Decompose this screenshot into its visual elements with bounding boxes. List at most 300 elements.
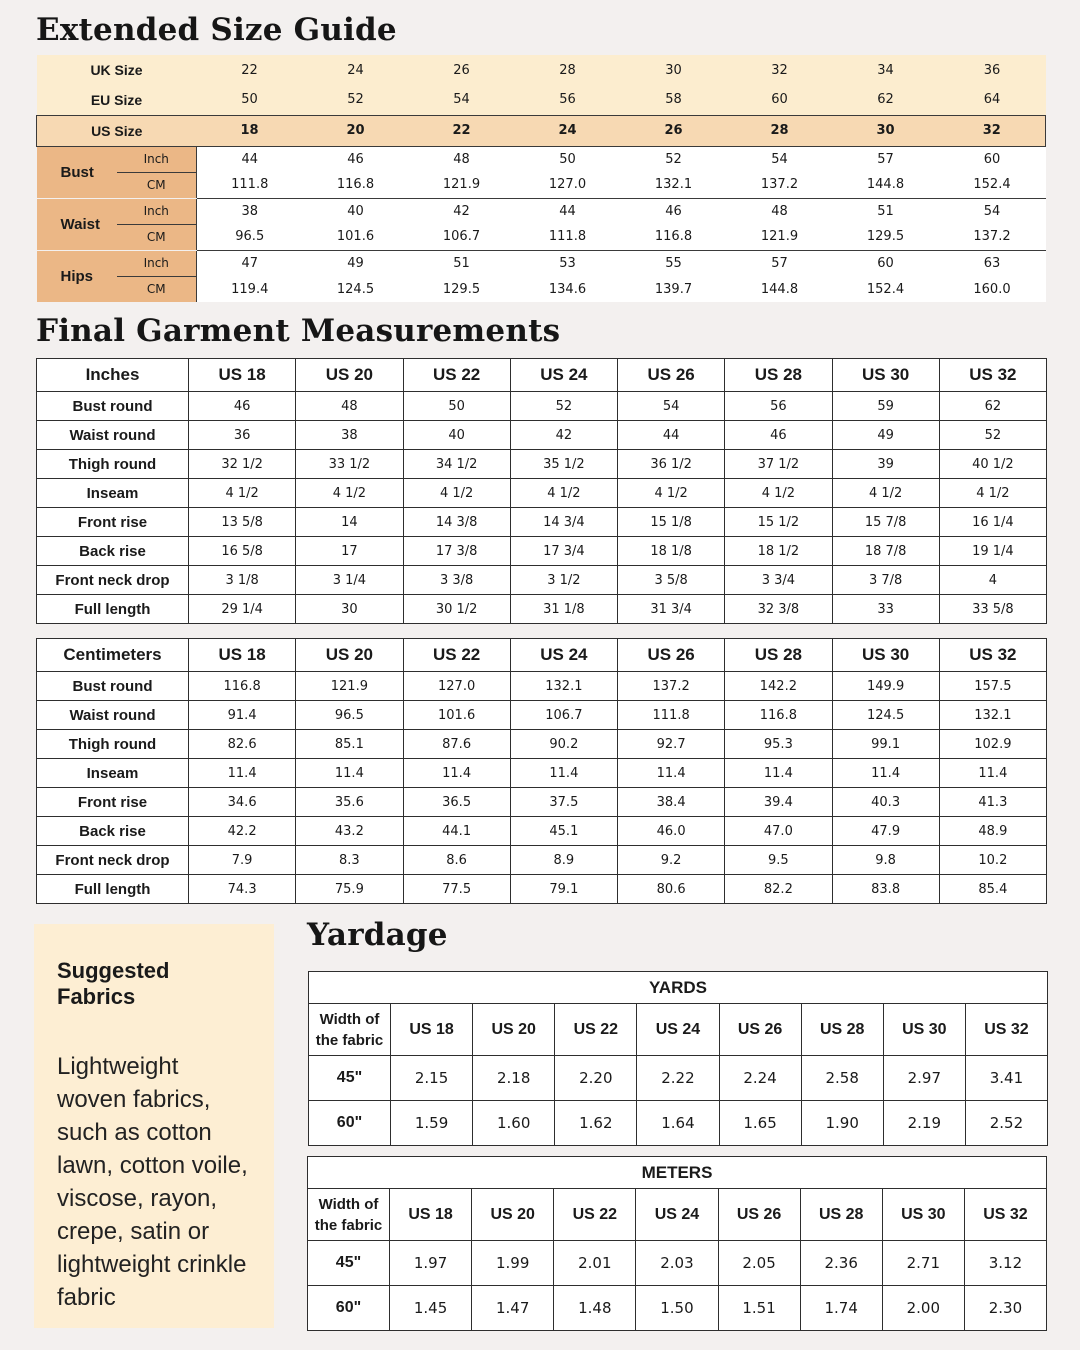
waist-inch-value: 51 — [833, 198, 939, 224]
waist-inch-value: 42 — [409, 198, 515, 224]
table-cell: 37 1/2 — [725, 450, 832, 479]
us-size-row — [37, 115, 1046, 146]
size-column-header: US 18 — [390, 1189, 472, 1241]
table-cell: 11.4 — [618, 759, 725, 788]
table-cell: 18 7/8 — [832, 537, 939, 566]
table-cell: 132.1 — [939, 701, 1046, 730]
table-cell: 1.62 — [555, 1101, 637, 1146]
row-label: Back rise — [37, 537, 189, 566]
us-size-value: 20 — [303, 115, 409, 146]
size-column-header: US 32 — [965, 1004, 1047, 1056]
table-cell: 92.7 — [618, 730, 725, 759]
table-cell: 3 1/8 — [189, 566, 296, 595]
table-cell: 29 1/4 — [189, 595, 296, 624]
table-cell: 2.03 — [636, 1241, 718, 1286]
bust-inch-value: 48 — [409, 146, 515, 172]
table-cell: 34 1/2 — [403, 450, 510, 479]
size-column-header: US 18 — [189, 359, 296, 392]
table-cell: 74.3 — [189, 875, 296, 904]
table-cell: 36 — [189, 421, 296, 450]
size-column-header: US 30 — [832, 359, 939, 392]
row-label: Bust round — [37, 392, 189, 421]
yardage-title: Yardage — [307, 917, 448, 953]
caption-row — [308, 1157, 1047, 1189]
table-cell: 15 1/8 — [618, 508, 725, 537]
bust-inch-value: 44 — [197, 146, 303, 172]
table-cell: 3 5/8 — [618, 566, 725, 595]
table-cell: 11.4 — [510, 759, 617, 788]
hips-cm-value: 160.0 — [939, 276, 1046, 302]
size-column-header: US 32 — [964, 1189, 1046, 1241]
hips-inch-value: 60 — [833, 250, 939, 276]
eu-size-value: 60 — [727, 85, 833, 115]
waist-inch-row — [37, 198, 1046, 224]
size-column-header: US 30 — [883, 1004, 965, 1056]
row-label: Front rise — [37, 788, 189, 817]
waist-inch-value: 46 — [621, 198, 727, 224]
table-row — [37, 672, 1047, 701]
bust-cm-value: 121.9 — [409, 172, 515, 198]
table-cell: 14 — [296, 508, 403, 537]
bust-inch-value: 46 — [303, 146, 409, 172]
table-cell: 80.6 — [618, 875, 725, 904]
table-cell: 2.19 — [883, 1101, 965, 1146]
table-cell: 1.64 — [637, 1101, 719, 1146]
table-cell: 33 — [832, 595, 939, 624]
table-cell: 2.24 — [719, 1056, 801, 1101]
table-cell: 40.3 — [832, 788, 939, 817]
header-row — [37, 359, 1047, 392]
table-cell: 42.2 — [189, 817, 296, 846]
table-cell: 4 1/2 — [403, 479, 510, 508]
table-cell: 79.1 — [510, 875, 617, 904]
size-column-header: US 26 — [718, 1189, 800, 1241]
row-label: Inseam — [37, 479, 189, 508]
table-cell: 1.59 — [391, 1101, 473, 1146]
yardage-caption: METERS — [308, 1157, 1047, 1189]
size-column-header: US 20 — [472, 1189, 554, 1241]
table-cell: 47.0 — [725, 817, 832, 846]
uk-size-value: 26 — [409, 55, 515, 85]
bust-inch-value: 54 — [727, 146, 833, 172]
size-column-header: US 26 — [618, 639, 725, 672]
garment-measurements-cm-table — [36, 638, 1047, 904]
table-cell: 9.5 — [725, 846, 832, 875]
table-cell: 8.9 — [510, 846, 617, 875]
table-cell: 38.4 — [618, 788, 725, 817]
table-cell: 83.8 — [832, 875, 939, 904]
cm-unit-label: CM — [117, 172, 197, 198]
size-column-header: US 24 — [510, 359, 617, 392]
waist-cm-value: 111.8 — [515, 224, 621, 250]
waist-inch-value: 48 — [727, 198, 833, 224]
table-cell: 3.41 — [965, 1056, 1047, 1101]
table-cell: 4 1/2 — [618, 479, 725, 508]
table-cell: 31 1/8 — [510, 595, 617, 624]
table-cell: 2.58 — [801, 1056, 883, 1101]
table-cell: 59 — [832, 392, 939, 421]
fabric-width-label: 60" — [308, 1286, 390, 1331]
table-cell: 48 — [296, 392, 403, 421]
bust-cm-value: 127.0 — [515, 172, 621, 198]
inch-unit-label: Inch — [117, 250, 197, 276]
hips-label: Hips — [37, 250, 117, 302]
table-cell: 15 7/8 — [832, 508, 939, 537]
table-row — [37, 392, 1047, 421]
hips-cm-value: 139.7 — [621, 276, 727, 302]
us-size-value: 26 — [621, 115, 727, 146]
table-cell: 1.47 — [472, 1286, 554, 1331]
table-cell: 17 3/8 — [403, 537, 510, 566]
table-row — [37, 875, 1047, 904]
table-cell: 31 3/4 — [618, 595, 725, 624]
us-size-label: US Size — [37, 115, 197, 146]
table-cell: 32 3/8 — [725, 595, 832, 624]
inch-unit-label: Inch — [117, 198, 197, 224]
size-column-header: US 30 — [882, 1189, 964, 1241]
eu-size-row — [37, 85, 1046, 115]
table-cell: 56 — [725, 392, 832, 421]
table-cell: 8.3 — [296, 846, 403, 875]
table-cell: 124.5 — [832, 701, 939, 730]
inch-unit-label: Inch — [117, 146, 197, 172]
bust-cm-value: 132.1 — [621, 172, 727, 198]
corner-label: Centimeters — [37, 639, 189, 672]
table-cell: 4 1/2 — [832, 479, 939, 508]
table-cell: 17 — [296, 537, 403, 566]
table-cell: 2.36 — [800, 1241, 882, 1286]
row-label: Full length — [37, 875, 189, 904]
table-cell: 2.97 — [883, 1056, 965, 1101]
table-cell: 15 1/2 — [725, 508, 832, 537]
fabric-width-label: 45" — [309, 1056, 391, 1101]
table-cell: 102.9 — [939, 730, 1046, 759]
bust-inch-row — [37, 146, 1046, 172]
table-cell: 1.60 — [473, 1101, 555, 1146]
table-row — [37, 450, 1047, 479]
table-cell: 82.6 — [189, 730, 296, 759]
row-label: Thigh round — [37, 450, 189, 479]
bust-cm-value: 137.2 — [727, 172, 833, 198]
waist-cm-row — [37, 224, 1046, 250]
table-cell: 149.9 — [832, 672, 939, 701]
size-column-header: US 22 — [403, 639, 510, 672]
table-cell: 1.90 — [801, 1101, 883, 1146]
table-cell: 157.5 — [939, 672, 1046, 701]
table-cell: 96.5 — [296, 701, 403, 730]
table-cell: 46.0 — [618, 817, 725, 846]
table-cell: 44.1 — [403, 817, 510, 846]
table-cell: 99.1 — [832, 730, 939, 759]
table-cell: 9.8 — [832, 846, 939, 875]
table-cell: 40 1/2 — [939, 450, 1046, 479]
table-cell: 2.22 — [637, 1056, 719, 1101]
table-cell: 43.2 — [296, 817, 403, 846]
row-label: Front neck drop — [37, 846, 189, 875]
table-cell: 2.05 — [718, 1241, 800, 1286]
table-cell: 85.4 — [939, 875, 1046, 904]
table-row — [309, 1056, 1048, 1101]
hips-cm-value: 129.5 — [409, 276, 515, 302]
table-cell: 4 1/2 — [296, 479, 403, 508]
size-column-header: US 28 — [725, 359, 832, 392]
waist-cm-value: 129.5 — [833, 224, 939, 250]
hips-inch-row — [37, 250, 1046, 276]
table-cell: 35.6 — [296, 788, 403, 817]
table-row — [37, 817, 1047, 846]
table-cell: 8.6 — [403, 846, 510, 875]
bust-cm-value: 116.8 — [303, 172, 409, 198]
hips-inch-value: 53 — [515, 250, 621, 276]
table-cell: 1.45 — [390, 1286, 472, 1331]
table-cell: 1.99 — [472, 1241, 554, 1286]
table-cell: 38 — [296, 421, 403, 450]
row-label: Bust round — [37, 672, 189, 701]
size-column-header: US 26 — [719, 1004, 801, 1056]
width-of-fabric-label: Width of the fabric — [308, 1189, 390, 1241]
suggested-fabrics-text: Lightweight woven fabrics, such as cotton lawn, cotton voile, viscose, rayon, crepe, satin or lightweight crinkle fabric — [57, 1053, 248, 1311]
uk-size-row — [37, 55, 1046, 85]
uk-size-value: 34 — [833, 55, 939, 85]
table-row — [37, 479, 1047, 508]
table-cell: 2.71 — [882, 1241, 964, 1286]
table-cell: 11.4 — [403, 759, 510, 788]
waist-cm-value: 101.6 — [303, 224, 409, 250]
fabric-width-label: 45" — [308, 1241, 390, 1286]
table-cell: 1.48 — [554, 1286, 636, 1331]
table-cell: 16 5/8 — [189, 537, 296, 566]
table-cell: 50 — [403, 392, 510, 421]
waist-cm-value: 116.8 — [621, 224, 727, 250]
table-cell: 46 — [189, 392, 296, 421]
table-cell: 40 — [403, 421, 510, 450]
waist-inch-value: 54 — [939, 198, 1046, 224]
table-cell: 4 1/2 — [939, 479, 1046, 508]
table-cell: 19 1/4 — [939, 537, 1046, 566]
table-cell: 30 — [296, 595, 403, 624]
table-cell: 116.8 — [189, 672, 296, 701]
table-cell: 3 1/4 — [296, 566, 403, 595]
table-cell: 11.4 — [189, 759, 296, 788]
hips-inch-value: 63 — [939, 250, 1046, 276]
us-size-value: 30 — [833, 115, 939, 146]
size-column-header: US 26 — [618, 359, 725, 392]
table-cell: 142.2 — [725, 672, 832, 701]
eu-size-value: 64 — [939, 85, 1046, 115]
table-cell: 16 1/4 — [939, 508, 1046, 537]
garment-measurements-inches-table — [36, 358, 1047, 624]
table-row — [37, 788, 1047, 817]
size-column-header: US 18 — [391, 1004, 473, 1056]
table-cell: 121.9 — [296, 672, 403, 701]
waist-inch-value: 40 — [303, 198, 409, 224]
table-cell: 3 3/4 — [725, 566, 832, 595]
table-cell: 41.3 — [939, 788, 1046, 817]
caption-row — [309, 972, 1048, 1004]
table-cell: 49 — [832, 421, 939, 450]
table-cell: 4 — [939, 566, 1046, 595]
table-cell: 17 3/4 — [510, 537, 617, 566]
eu-size-value: 52 — [303, 85, 409, 115]
table-cell: 95.3 — [725, 730, 832, 759]
waist-cm-value: 121.9 — [727, 224, 833, 250]
table-cell: 33 5/8 — [939, 595, 1046, 624]
size-column-header: US 24 — [636, 1189, 718, 1241]
table-cell: 91.4 — [189, 701, 296, 730]
table-row — [37, 759, 1047, 788]
bust-inch-value: 50 — [515, 146, 621, 172]
bust-inch-value: 57 — [833, 146, 939, 172]
table-cell: 111.8 — [618, 701, 725, 730]
table-cell: 42 — [510, 421, 617, 450]
yardage-yards-table — [308, 971, 1048, 1146]
size-column-header: US 22 — [554, 1189, 636, 1241]
width-of-fabric-label: Width of the fabric — [309, 1004, 391, 1056]
row-label: Inseam — [37, 759, 189, 788]
bust-inch-value: 52 — [621, 146, 727, 172]
table-cell: 11.4 — [939, 759, 1046, 788]
size-column-header: US 32 — [939, 359, 1046, 392]
table-cell: 3.12 — [964, 1241, 1046, 1286]
table-cell: 52 — [939, 421, 1046, 450]
table-cell: 2.20 — [555, 1056, 637, 1101]
table-cell: 34.6 — [189, 788, 296, 817]
uk-size-value: 24 — [303, 55, 409, 85]
cm-unit-label: CM — [117, 276, 197, 302]
table-cell: 47.9 — [832, 817, 939, 846]
size-column-header: US 22 — [555, 1004, 637, 1056]
bust-cm-value: 111.8 — [197, 172, 303, 198]
table-row — [37, 566, 1047, 595]
table-row — [37, 595, 1047, 624]
table-cell: 36.5 — [403, 788, 510, 817]
table-cell: 35 1/2 — [510, 450, 617, 479]
eu-size-value: 58 — [621, 85, 727, 115]
waist-cm-value: 137.2 — [939, 224, 1046, 250]
table-cell: 32 1/2 — [189, 450, 296, 479]
hips-cm-value: 152.4 — [833, 276, 939, 302]
table-cell: 4 1/2 — [725, 479, 832, 508]
table-cell: 9.2 — [618, 846, 725, 875]
cm-unit-label: CM — [117, 224, 197, 250]
table-cell: 4 1/2 — [510, 479, 617, 508]
hips-inch-value: 49 — [303, 250, 409, 276]
table-cell: 2.52 — [965, 1101, 1047, 1146]
hips-cm-value: 119.4 — [197, 276, 303, 302]
hips-cm-row — [37, 276, 1046, 302]
table-cell: 37.5 — [510, 788, 617, 817]
table-cell: 44 — [618, 421, 725, 450]
table-cell: 2.01 — [554, 1241, 636, 1286]
table-cell: 1.97 — [390, 1241, 472, 1286]
table-cell: 1.65 — [719, 1101, 801, 1146]
table-cell: 90.2 — [510, 730, 617, 759]
table-cell: 132.1 — [510, 672, 617, 701]
table-cell: 14 3/8 — [403, 508, 510, 537]
hips-cm-value: 134.6 — [515, 276, 621, 302]
table-cell: 11.4 — [725, 759, 832, 788]
header-row — [308, 1189, 1047, 1241]
uk-size-value: 22 — [197, 55, 303, 85]
size-column-header: US 32 — [939, 639, 1046, 672]
us-size-value: 22 — [409, 115, 515, 146]
table-cell: 13 5/8 — [189, 508, 296, 537]
row-label: Back rise — [37, 817, 189, 846]
table-cell: 39 — [832, 450, 939, 479]
table-cell: 18 1/2 — [725, 537, 832, 566]
uk-size-value: 32 — [727, 55, 833, 85]
table-row — [37, 421, 1047, 450]
waist-inch-value: 44 — [515, 198, 621, 224]
table-cell: 2.00 — [882, 1286, 964, 1331]
table-cell: 11.4 — [832, 759, 939, 788]
us-size-value: 32 — [939, 115, 1046, 146]
corner-label: Inches — [37, 359, 189, 392]
table-cell: 18 1/8 — [618, 537, 725, 566]
table-cell: 3 7/8 — [832, 566, 939, 595]
table-cell: 2.15 — [391, 1056, 473, 1101]
header-row — [309, 1004, 1048, 1056]
table-cell: 48.9 — [939, 817, 1046, 846]
bust-cm-row — [37, 172, 1046, 198]
waist-cm-value: 106.7 — [409, 224, 515, 250]
table-cell: 1.74 — [800, 1286, 882, 1331]
table-cell: 14 3/4 — [510, 508, 617, 537]
table-cell: 127.0 — [403, 672, 510, 701]
size-column-header: US 20 — [473, 1004, 555, 1056]
size-column-header: US 24 — [637, 1004, 719, 1056]
yardage-caption: YARDS — [309, 972, 1048, 1004]
eu-size-value: 54 — [409, 85, 515, 115]
us-size-value: 18 — [197, 115, 303, 146]
hips-inch-value: 55 — [621, 250, 727, 276]
extended-size-guide-table — [36, 55, 1046, 303]
hips-cm-value: 124.5 — [303, 276, 409, 302]
table-row — [37, 701, 1047, 730]
table-cell: 30 1/2 — [403, 595, 510, 624]
table-cell: 45.1 — [510, 817, 617, 846]
table-cell: 77.5 — [403, 875, 510, 904]
table-cell: 101.6 — [403, 701, 510, 730]
suggested-fabrics-title: Suggested Fabrics — [57, 958, 170, 1009]
hips-inch-value: 47 — [197, 250, 303, 276]
bust-inch-value: 60 — [939, 146, 1046, 172]
table-cell: 46 — [725, 421, 832, 450]
table-cell: 3 3/8 — [403, 566, 510, 595]
size-column-header: US 22 — [403, 359, 510, 392]
table-cell: 137.2 — [618, 672, 725, 701]
table-cell: 2.18 — [473, 1056, 555, 1101]
row-label: Full length — [37, 595, 189, 624]
table-row — [37, 730, 1047, 759]
table-cell: 62 — [939, 392, 1046, 421]
size-column-header: US 28 — [725, 639, 832, 672]
table-row — [308, 1286, 1047, 1331]
eu-size-value: 56 — [515, 85, 621, 115]
row-label: Thigh round — [37, 730, 189, 759]
size-column-header: US 20 — [296, 639, 403, 672]
size-column-header: US 18 — [189, 639, 296, 672]
hips-cm-value: 144.8 — [727, 276, 833, 302]
size-column-header: US 20 — [296, 359, 403, 392]
table-cell: 54 — [618, 392, 725, 421]
table-cell: 1.51 — [718, 1286, 800, 1331]
table-cell: 106.7 — [510, 701, 617, 730]
hips-inch-value: 57 — [727, 250, 833, 276]
table-cell: 75.9 — [296, 875, 403, 904]
fabric-width-label: 60" — [309, 1101, 391, 1146]
uk-size-value: 36 — [939, 55, 1046, 85]
